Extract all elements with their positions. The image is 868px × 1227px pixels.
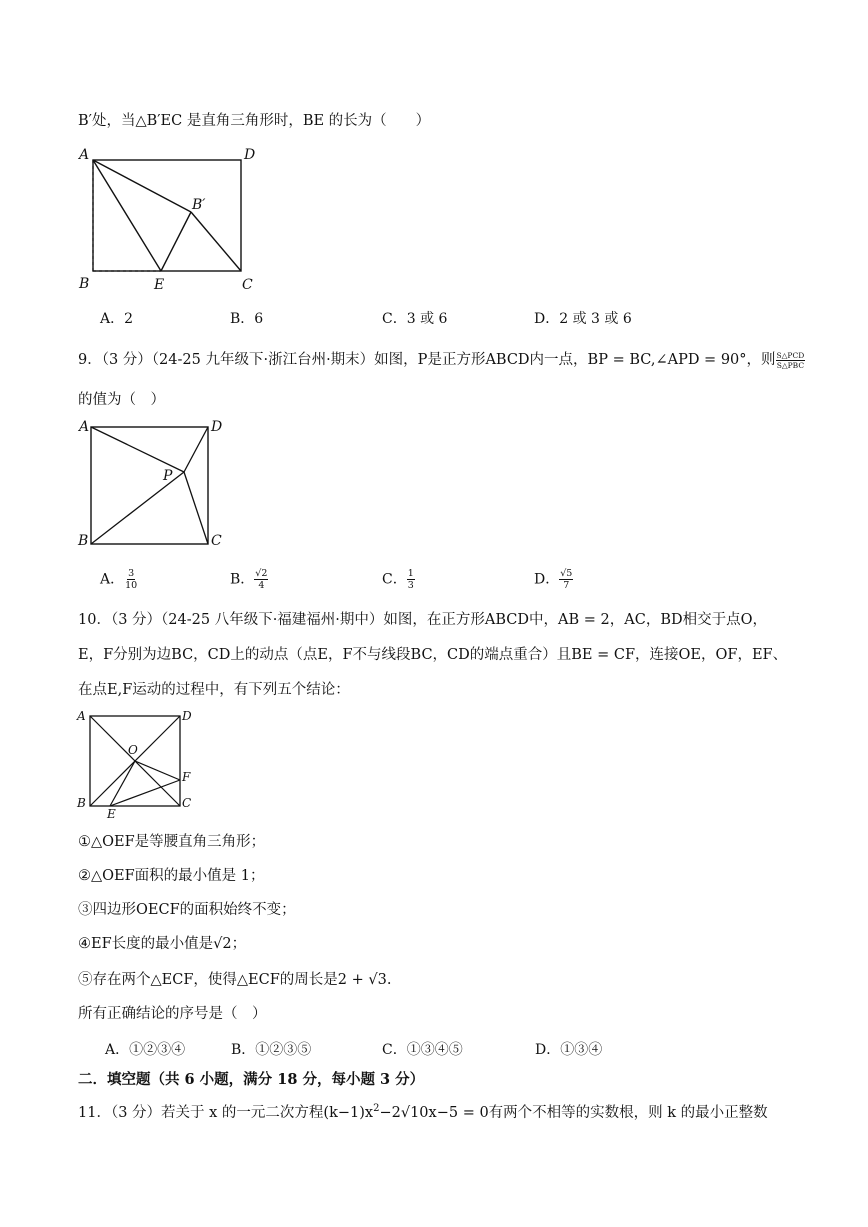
- figure-q9: [70, 414, 240, 554]
- label-Bprime: B′: [192, 197, 206, 213]
- label-B: B: [79, 276, 90, 292]
- ratio-numerator: S△PCD: [776, 350, 805, 360]
- q9-area-ratio: [776, 351, 806, 370]
- q10-stem-1: 10．（3 分）（24-25 八年级下·福建福州·期中）如图，在正方形ABCD中，AB = 2，AC，BD相交于点O，: [78, 612, 767, 628]
- ratio-denominator: S△PBC: [776, 360, 805, 370]
- q11-stem-end: −2√10x−5 = 0有两个不相等的实数根，则 k 的最小正整数: [379, 1104, 768, 1121]
- q9-stem-text: 9．（3 分）（24-25 九年级下·浙江台州·期末）如图，P是正方形ABCD内一点，BP = BC,∠APD = 90°，则: [78, 352, 776, 368]
- q10-prompt: 所有正确结论的序号是（ ）: [78, 1006, 267, 1022]
- q10-option-d[interactable]: D．①③④: [535, 1042, 603, 1058]
- conclusion-4: ④EF长度的最小值是√2；: [78, 936, 247, 952]
- label-O: O: [128, 743, 138, 757]
- q9-option-b[interactable]: B． $\frac{√2}{4}$: [230, 568, 268, 591]
- q9-option-d[interactable]: D． $\frac{√5}{7}$: [534, 568, 573, 591]
- q11-exponent: 2: [373, 1103, 380, 1114]
- label-A: A: [79, 419, 90, 435]
- label-D: D: [182, 709, 192, 723]
- q9-option-c[interactable]: C． $\frac{1}{3}$: [382, 568, 414, 591]
- q8-text: B′处，当△B′EC 是直角三角形时，BE 的长为（ ）: [78, 113, 431, 129]
- label-D: D: [244, 147, 256, 163]
- label-P: P: [163, 468, 173, 484]
- q9-stem: [78, 350, 805, 370]
- section-title: 二．填空题（共 6 小题，满分 18 分，每小题 3 分）: [78, 1071, 425, 1088]
- q11-stem: [78, 1099, 768, 1123]
- figure-q10: [72, 706, 202, 821]
- q10-stem-2: E，F分别为边BC，CD上的动点（点E，F不与线段BC，CD的端点重合）且BE = CF，连接OE，OF，EF、: [78, 647, 788, 663]
- label-B: B: [77, 796, 86, 810]
- q11-stem-start: 11．（3 分）若关于 x 的一元二次方程(k−1)x: [78, 1104, 374, 1121]
- q10-stem-3: 在点E,F运动的过程中，有下列五个结论：: [78, 682, 350, 698]
- label-B: B: [78, 533, 89, 549]
- q10-option-c[interactable]: C．①③④⑤: [382, 1042, 463, 1058]
- label-C: C: [182, 796, 192, 810]
- label-E: E: [107, 807, 116, 821]
- label-F: F: [182, 770, 191, 784]
- q8-option-a[interactable]: A．2: [100, 311, 134, 327]
- label-D: D: [211, 419, 223, 435]
- q8-option-d[interactable]: D．2 或 3 或 6: [534, 311, 632, 327]
- conclusion-1: ①△OEF是等腰直角三角形；: [78, 834, 266, 850]
- label-C: C: [242, 277, 253, 293]
- label-A: A: [79, 147, 90, 163]
- label-A: A: [77, 709, 86, 723]
- q10-option-b[interactable]: B．①②③⑤: [231, 1042, 312, 1058]
- conclusion-3: ③四边形OECF的面积始终不变；: [78, 902, 296, 918]
- q9-option-a[interactable]: A． $\frac{3}{10}$: [100, 568, 138, 591]
- conclusion-2: ②△OEF面积的最小值是 1；: [78, 868, 265, 884]
- label-E: E: [154, 277, 165, 293]
- q10-option-a[interactable]: A．①②③④: [105, 1042, 186, 1058]
- q8-option-b[interactable]: B．6: [230, 311, 264, 327]
- label-C: C: [211, 533, 222, 549]
- conclusion-5: ⑤存在两个△ECF，使得△ECF的周长是2 + √3.: [78, 972, 392, 988]
- q9-stem-2: 的值为（ ）: [78, 392, 165, 408]
- q8-option-c[interactable]: C．3 或 6: [382, 311, 448, 327]
- figure-q8: [70, 140, 270, 295]
